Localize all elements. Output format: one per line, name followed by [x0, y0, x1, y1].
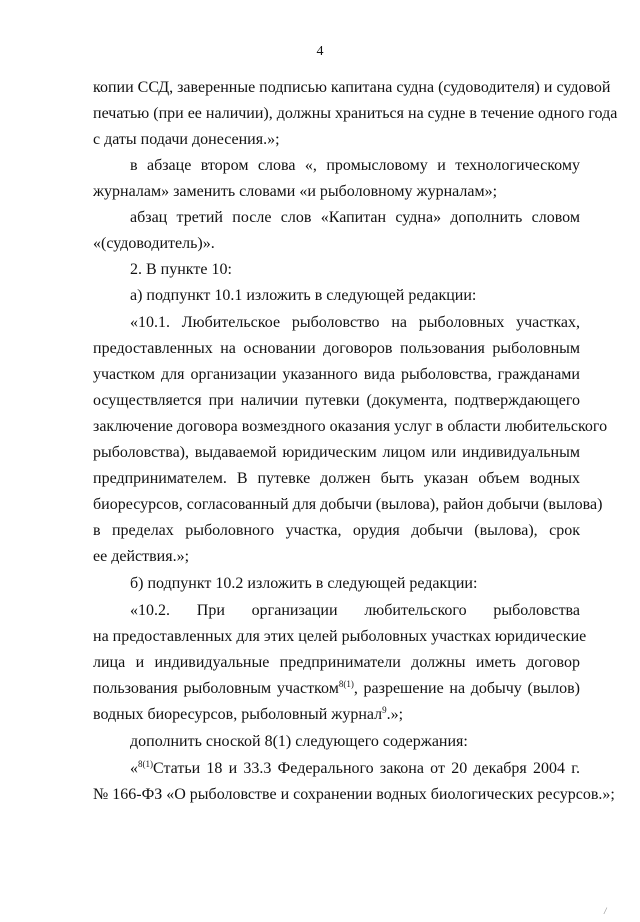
text-line: биоресурсов, согласованный для добычи (вылова), район добычи (вылова)	[93, 496, 603, 513]
text-line: осуществляется при наличии путевки (документа, подтверждающего	[93, 392, 580, 409]
text-line: с даты подачи донесения.»;	[93, 131, 280, 148]
text-line	[93, 679, 580, 699]
text-line: «10.1. Любительское рыболовство на рыболовных участках,	[130, 314, 580, 331]
text-line: ее действия.»;	[93, 548, 190, 565]
text-line	[130, 759, 580, 779]
text-line: № 166-ФЗ «О рыболовстве и сохранении водных биологических ресурсов.»;	[93, 786, 615, 803]
text-fragment: пользования рыболовным участком	[93, 680, 339, 697]
text-fragment: , разрешение на добычу (вылов)	[353, 680, 580, 697]
text-line: рыболовства), выдаваемой юридическим лицом или индивидуальным	[93, 444, 580, 461]
text-line: «(судоводитель)».	[93, 235, 215, 252]
text-line: журналам» заменить словами «и рыболовному журналам»;	[93, 183, 498, 200]
footnote-ref: 9	[382, 705, 387, 715]
text-line: участком для организации указанного вида рыболовства, гражданами	[93, 366, 580, 383]
text-line: в абзаце втором слова «, промысловому и технологическому	[130, 157, 580, 174]
scan-mark: /	[604, 906, 607, 916]
text-line: а) подпункт 10.1 изложить в следующей редакции:	[130, 287, 477, 304]
text-line: на предоставленных для этих целей рыболовных участках юридические	[93, 628, 587, 645]
text-line: предпринимателем. В путевке должен быть указан объем водных	[93, 470, 580, 487]
text-line: дополнить сноской 8(1) следующего содержания:	[130, 733, 468, 750]
text-line: заключение договора возмездного оказания услуг в области любительского	[93, 418, 608, 435]
footnote-ref: 8(1)	[138, 759, 153, 769]
text-line	[93, 705, 580, 725]
section-heading: 2. В пункте 10:	[130, 261, 232, 278]
text-line: б) подпункт 10.2 изложить в следующей редакции:	[130, 575, 478, 592]
page-number: 4	[316, 44, 324, 59]
text-line: копии ССД, заверенные подписью капитана судна (судоводителя) и судовой	[93, 79, 611, 96]
text-fragment: «	[130, 760, 138, 777]
text-line: «10.2. При организации любительского рыболовства	[130, 602, 580, 619]
text-line: предоставленных на основании договоров пользования рыболовным	[93, 340, 580, 357]
text-fragment: Статьи 18 и 33.3 Федерального закона от 20 декабря 2004 г.	[153, 760, 580, 777]
text-line: печатью (при ее наличии), должны храниться на судне в течение одного года	[93, 105, 618, 122]
text-fragment: .»;	[386, 706, 404, 723]
footnote-ref: 8(1)	[338, 679, 354, 689]
text-line: лица и индивидуальные предприниматели должны иметь договор	[93, 654, 580, 671]
text-line: абзац третий после слов «Капитан судна» дополнить словом	[130, 209, 580, 226]
text-fragment: водных биоресурсов, рыболовный журнал	[93, 706, 383, 723]
text-line: в пределах рыболовного участка, орудия добычи (вылова), срок	[93, 522, 580, 539]
